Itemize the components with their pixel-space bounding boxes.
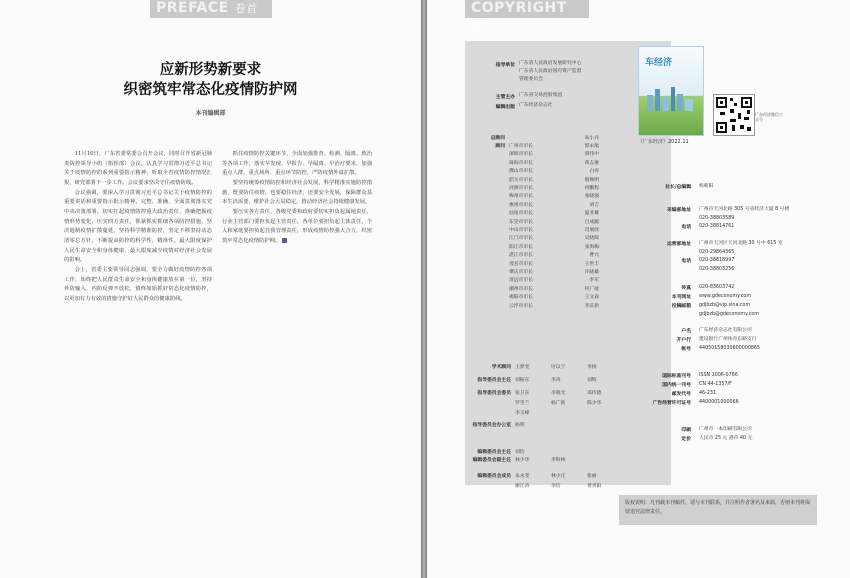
committee-name: 刘辉 — [587, 378, 597, 383]
staff-row — [473, 276, 599, 283]
section-header-preface — [150, 0, 272, 18]
info-key: 电话 — [681, 259, 691, 264]
committee-name: 张卫东 — [515, 391, 530, 396]
committee-row — [465, 472, 613, 489]
info-row — [637, 223, 699, 230]
staff-city: 汕尾市市长 — [509, 211, 533, 217]
info-key: 开户行 — [676, 338, 691, 343]
info-row — [637, 327, 752, 336]
info-row — [637, 435, 752, 444]
staff-name: 何广庭 — [584, 286, 599, 292]
committee-role: 指导委员会办公室 — [472, 423, 511, 428]
info-value: ISSN 1006-0766 — [699, 373, 738, 378]
staff-name: 吴晓晖 — [584, 236, 599, 242]
committee-row — [465, 448, 613, 455]
staff-city: 江门市市长 — [509, 236, 533, 242]
info-key: 传真 — [681, 286, 691, 291]
committee-name: 刘振东 — [515, 378, 530, 383]
info-row — [637, 293, 751, 302]
staff-city: 茂名市市长 — [509, 261, 533, 267]
info-key: 采编部地址 — [667, 208, 691, 213]
info-key: 帐号 — [681, 347, 691, 352]
section-header-copyright — [465, 0, 589, 32]
article-paragraph: 会上，省委主要领导同志强调，要全力做好疫情防控各项工作，始终把人民群众生命安全和身体健康放在第一位，坚持外防输入、内防反弹不放松，慎终如始抓好常态化疫情防控，以更加有力有效的措施守护好人民群众的健康防线。 — [64, 266, 212, 302]
magazine-cover-thumbnail — [638, 46, 704, 136]
staff-name: 郭永航 — [584, 144, 599, 149]
staff-city: 惠州市市长 — [509, 202, 533, 208]
staff-name: 刘吉 — [589, 202, 599, 208]
info-row — [637, 381, 732, 390]
committee-name: 黄青阳 — [587, 484, 602, 489]
staff-city: 云浮市市长 — [509, 303, 533, 309]
article-column-1 — [64, 150, 212, 305]
info-value: gdjbzb@vip.sina.com — [699, 303, 751, 308]
staff-name: 李庆新 — [584, 303, 599, 309]
header-cn: 卷首 — [234, 2, 258, 15]
committee-name: 谢江涛 — [515, 484, 530, 489]
info-value: 46-231 — [699, 391, 716, 396]
info-row — [637, 284, 734, 293]
staff-city: 韶关市市长 — [509, 177, 533, 183]
staff-city: 清远市市长 — [509, 278, 533, 284]
committee-role: 指导委员会委员 — [477, 391, 511, 396]
info-value: 020-38803256 — [699, 266, 735, 272]
staff-row — [473, 201, 599, 208]
info-value: 44050158030600000865 — [699, 346, 761, 351]
committee-role: 编辑委员会成员 — [477, 474, 511, 479]
masthead-row — [465, 103, 553, 110]
info-value: 广州市天河区天河北路 30 号中 615 室 — [699, 241, 783, 246]
masthead-value: 广东经济杂志社 — [519, 103, 553, 108]
committee-row — [465, 389, 613, 416]
info-key: 国际标准刊号 — [662, 374, 691, 379]
staff-row — [473, 184, 599, 191]
committee-name: 李扬 — [587, 365, 597, 370]
article-byline: 本刊编辑部 — [195, 110, 226, 117]
staff-name: 王文森 — [584, 295, 599, 301]
committee-name: 陈少华 — [587, 401, 602, 406]
staff-city: 湛江市市长 — [509, 253, 533, 259]
masthead-value: 广东省人民政府发展研究中心 — [519, 61, 582, 66]
issue-label: 《广东经济》2022.11 — [638, 139, 689, 145]
staff-city: 深圳市市长 — [509, 152, 533, 158]
staff-city: 东莞市市长 — [509, 219, 533, 225]
committee-name: 王梦奎 — [515, 365, 530, 370]
staff-row — [473, 302, 599, 309]
staff-city: 中山市市长 — [509, 228, 533, 233]
staff-name: 李军 — [589, 278, 599, 284]
staff-city: 阳江市市长 — [509, 244, 533, 250]
city-skyline-icon — [643, 85, 699, 111]
article-column-2 — [222, 150, 372, 247]
article-paragraph: 11月10日，广东省委常委会召开会议，同时召开省新冠肺炎防控领导小组（指挥部）会议，认真学习贯彻习近平总书记关于疫情防控的系列重要指示精神，听取全省疫情防控情况汇报，研究部署下一步工作。会议要求坚决守住疫情防线。 — [64, 151, 212, 186]
committee-name: 杨明 — [515, 423, 525, 428]
info-key: 本刊网址 — [671, 295, 691, 300]
staff-row — [473, 243, 599, 250]
staff-row — [473, 150, 599, 157]
info-row — [637, 345, 760, 354]
staff-row — [473, 234, 599, 241]
info-value: 广州市天河北路 305 号省经济大厦 8 号楼 — [699, 207, 790, 212]
info-key: 社长/总编辑 — [665, 185, 691, 190]
copyright-notice: 版权说明：凡刊载本刊稿件，请与本刊联系，并注明作者署名及来源，否则本刊将保留追究法律责任。 — [619, 495, 817, 525]
staff-name: 覃伟中 — [584, 152, 599, 158]
staff-name: 张海梅 — [584, 244, 599, 250]
staff-name: 黄志豪 — [584, 160, 599, 166]
article-paragraph-text: 要压实各方责任，各级党委和政府要切实担负起属地责任，行业主管部门要担负起主管责任，各单位要担负起主体责任，个人和家庭要担负起自我管理责任，形成疫情防控强大合力，织密筑牢常态化疫情防护网。 — [222, 208, 372, 244]
staff-name: 张晓强 — [584, 194, 599, 200]
staff-row — [473, 176, 599, 183]
info-row — [637, 302, 759, 319]
staff-city: 广州市市长 — [509, 144, 533, 149]
info-key: 邮发代号 — [671, 392, 691, 397]
committee-row — [465, 363, 613, 370]
committee-role: 指导委员会主任 — [477, 378, 511, 383]
end-mark-icon — [282, 238, 287, 243]
committee-name: 李信 — [551, 484, 561, 489]
staff-row — [473, 226, 599, 233]
info-row — [637, 183, 713, 192]
right-page — [427, 0, 850, 578]
staff-city: 珠海市市长 — [509, 160, 533, 166]
staff-city: 佛山市市长 — [509, 169, 533, 175]
info-key: 国内统一刊号 — [662, 383, 691, 388]
masthead-value: 广东省交易控股集团 — [519, 93, 563, 98]
info-value: 020-38803589 — [699, 215, 735, 221]
staff-city: 揭阳市市长 — [509, 295, 533, 301]
info-row — [637, 257, 699, 264]
info-row — [637, 399, 739, 408]
masthead-value: 管理委员会 — [519, 77, 543, 83]
info-value: 020-83603742 — [699, 285, 735, 290]
staff-row — [473, 192, 599, 199]
left-page — [0, 0, 421, 578]
committee-name: 罗雪兰 — [515, 401, 530, 406]
staff-row — [473, 268, 599, 275]
article-title-line2: 织密筑牢常态化疫情防护网 — [123, 81, 298, 98]
staff-name: 吕成蹊 — [584, 219, 599, 225]
committee-name: 杨广新 — [551, 401, 566, 406]
masthead-label: 指导单位 — [495, 63, 515, 68]
masthead-row — [465, 61, 581, 84]
article-paragraph: 会议强调，要深入学习贯彻习近平总书记关于疫情防控的重要讲话和重要指示批示精神，完整、准确、全面贯彻落实党中央决策部署，切实扛起疫情防控重大政治责任，准确把握疫情形势变化，压实四方责任，抓紧抓实抓细各项防控措施，坚决遏制疫情扩散蔓延，坚持科学精准防控，坚定不移坚持动态清零总方针，不断提高防控的科学性、精准性，最大限度保护人民生命安全和身体健康，最大限度减少疫情对经济社会发展的影响。 — [64, 189, 212, 264]
info-row — [637, 372, 738, 381]
committee-name: 李玉峰 — [515, 411, 530, 416]
staff-name: 肖展欣 — [584, 228, 599, 233]
staff-row — [473, 293, 599, 300]
staff-name: 许晓雄 — [584, 270, 599, 275]
masthead-label: 编辑出版 — [495, 105, 515, 110]
info-row — [637, 390, 716, 399]
staff-name: 朱小丹 — [584, 136, 599, 141]
article-paragraph — [222, 208, 372, 247]
staff-city: 潮州市市长 — [509, 286, 533, 292]
staff-role: 顾问 — [495, 144, 505, 149]
committee-row — [465, 421, 613, 428]
info-key: 印刷 — [681, 428, 691, 433]
staff-name: 白涛 — [589, 169, 599, 175]
info-value: 广东经济杂志社有限公司 — [699, 328, 752, 333]
staff-row — [473, 134, 599, 141]
info-key: 运营部地址 — [667, 242, 691, 247]
info-key: 投稿邮箱 — [671, 304, 691, 309]
staff-row — [473, 285, 599, 292]
info-row — [637, 426, 752, 435]
committee-row — [465, 456, 613, 463]
staff-city: 梅州市市长 — [509, 194, 533, 200]
info-value: 广州市一本印刷有限公司 — [699, 427, 752, 432]
committee-name: 厉以宁 — [551, 365, 566, 370]
staff-name: 王世丰 — [584, 261, 599, 267]
info-value: 4400001000066 — [699, 400, 739, 405]
committee-name: 张丽 — [587, 474, 597, 479]
committee-name: 刘钧 — [515, 450, 525, 455]
info-value: 020-38818997 — [699, 258, 735, 264]
info-key: 广告经营许可证号 — [652, 401, 691, 406]
staff-name: 曹兴 — [589, 253, 599, 259]
committee-role: 学术顾问 — [491, 365, 511, 370]
masthead-label: 主管主办 — [495, 95, 515, 100]
staff-row — [473, 260, 599, 267]
committee-row — [465, 376, 613, 383]
staff-row — [473, 167, 599, 174]
info-key: 户名 — [681, 329, 691, 334]
header-latin: PREFACE — [156, 0, 229, 16]
article-title-line1: 应新形势新要求 — [159, 61, 262, 78]
staff-name: 何鹏程 — [584, 186, 599, 191]
committee-name: 邓传德 — [587, 391, 602, 396]
cover-logo: 车经济 — [645, 58, 673, 68]
info-value: 020-29864365 — [699, 249, 735, 255]
staff-city: 河源市市长 — [509, 186, 533, 191]
info-key: 定价 — [681, 437, 691, 442]
info-value: 人民币 25 元 港币 40 元 — [699, 436, 753, 441]
article-paragraph: 抓住疫情防控关键环节，全面加强排查、检测、隔离、救治等各项工作，落实早发现、早报告、早隔离、早治疗要求，加强重点人群、重点场所、重点环节防控，严防疫情外溢扩散。 — [222, 151, 372, 177]
article-paragraph: 要坚持统筹疫情防控和经济社会发展，科学精准实施防控措施，既要防住疫情，也要稳住经济，还要安全发展，保障群众基本生活需要，维护社会大局稳定，推动经济社会持续健康发展。 — [222, 179, 372, 206]
committee-name: 李晓光 — [551, 391, 566, 396]
masthead-row — [465, 93, 562, 100]
staff-row — [473, 209, 599, 216]
staff-row — [473, 142, 599, 149]
staff-name: 温亚雄 — [584, 211, 599, 217]
qr-caption: 广东经济微信公众号 — [755, 112, 783, 122]
committee-role: 编辑委员会主任 — [477, 450, 511, 455]
info-value: 杨朝阳 — [699, 184, 714, 189]
committee-name: 李科林 — [551, 458, 566, 463]
committee-name: 林少庄 — [551, 474, 566, 479]
info-value: 建设银行广州体育东路支行 — [699, 337, 757, 342]
staff-row — [473, 251, 599, 258]
staff-row — [473, 159, 599, 166]
qr-code-icon — [713, 94, 755, 136]
info-row — [637, 336, 757, 345]
header-cn: 版权 — [471, 19, 494, 32]
staff-city: 肇庆市市长 — [509, 270, 533, 275]
staff-role: 总顾问 — [490, 136, 505, 141]
info-value: 020-38814761 — [699, 224, 735, 230]
committee-name: 林少华 — [515, 458, 530, 463]
info-key: 电话 — [681, 225, 691, 230]
committee-name: 李涛 — [551, 378, 561, 383]
staff-name: 殷焕明 — [584, 177, 599, 183]
header-latin: COPYRIGHT — [471, 0, 567, 16]
info-value: CN 44-1357/F — [699, 382, 732, 387]
info-value: www.gdeconomy.com — [699, 294, 752, 299]
staff-row — [473, 218, 599, 225]
masthead-value: 广东省人民政府国有资产监督 — [519, 69, 582, 75]
info-value: gdjbzb@gdeconomy.com — [699, 311, 760, 317]
committee-name: 朱永奎 — [515, 474, 530, 479]
committee-role: 编辑委员会副主任 — [472, 458, 511, 463]
